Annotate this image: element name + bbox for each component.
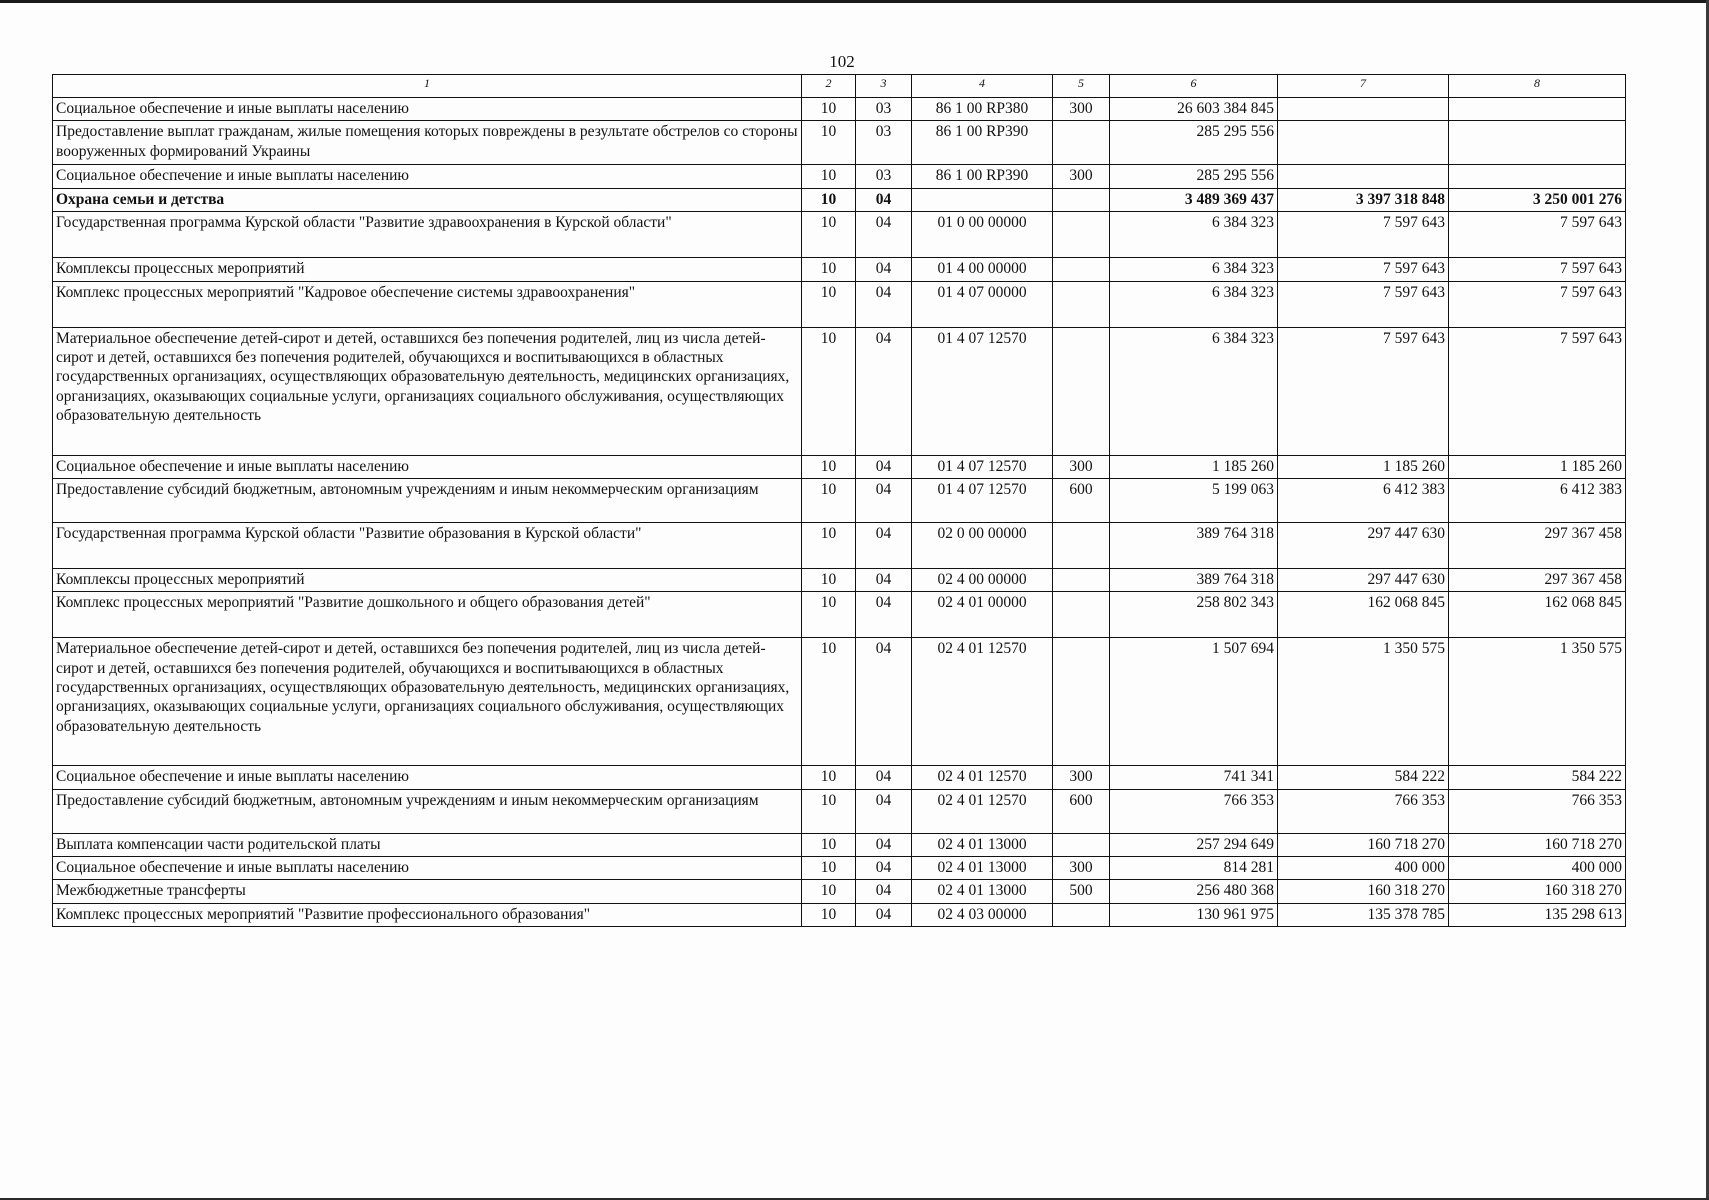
row-name-cell: Выплата компенсации части родительской платы [53,833,802,856]
expense-type-cell [1053,638,1110,766]
subsection-code-cell: 04 [856,455,912,478]
target-article-cell: 02 4 01 12570 [912,638,1053,766]
table-row [53,98,1626,121]
column-header: 3 [856,75,912,98]
target-article-cell: 02 4 01 13000 [912,857,1053,880]
section-code-cell: 10 [802,880,856,903]
expense-type-cell [1053,258,1110,281]
expense-type-cell [1053,903,1110,926]
amount-year1-cell: 285 295 556 [1110,121,1278,165]
amount-year1-cell: 389 764 318 [1110,522,1278,568]
expense-type-cell: 300 [1053,165,1110,188]
subsection-code-cell: 04 [856,522,912,568]
target-article-cell: 02 4 00 00000 [912,568,1053,591]
subsection-code-cell: 03 [856,121,912,165]
amount-year3-cell: 297 367 458 [1449,522,1626,568]
subsection-code-cell: 03 [856,165,912,188]
section-code-cell: 10 [802,592,856,638]
table-row [53,188,1626,211]
amount-year2-cell: 7 597 643 [1278,212,1449,258]
target-article-cell: 86 1 00 RP390 [912,121,1053,165]
column-header: 8 [1449,75,1626,98]
section-code-cell: 10 [802,766,856,789]
amount-year2-cell: 400 000 [1278,857,1449,880]
table-row [53,455,1626,478]
section-code-cell: 10 [802,455,856,478]
amount-year2-cell: 160 318 270 [1278,880,1449,903]
table-row [53,212,1626,258]
row-name-cell: Социальное обеспечение и иные выплаты населению [53,98,802,121]
amount-year2-cell: 7 597 643 [1278,327,1449,455]
amount-year1-cell: 389 764 318 [1110,568,1278,591]
row-name-cell: Комплекс процессных мероприятий "Развитие дошкольного и общего образования детей" [53,592,802,638]
row-name-cell: Предоставление субсидий бюджетным, автономным учреждениям и иным некоммерческим организациям [53,478,802,522]
target-article-cell: 01 4 07 12570 [912,455,1053,478]
table-body [53,98,1626,927]
expense-type-cell: 300 [1053,857,1110,880]
amount-year3-cell: 297 367 458 [1449,568,1626,591]
amount-year1-cell: 256 480 368 [1110,880,1278,903]
table-row [53,165,1626,188]
amount-year2-cell: 7 597 643 [1278,281,1449,327]
amount-year1-cell: 6 384 323 [1110,327,1278,455]
target-article-cell: 02 0 00 00000 [912,522,1053,568]
expense-type-cell [1053,327,1110,455]
row-name-cell: Социальное обеспечение и иные выплаты населению [53,165,802,188]
expense-type-cell: 600 [1053,478,1110,522]
amount-year2-cell: 297 447 630 [1278,568,1449,591]
amount-year2-cell: 1 350 575 [1278,638,1449,766]
table-row [53,592,1626,638]
subsection-code-cell: 04 [856,857,912,880]
table-row [53,522,1626,568]
row-name-cell: Социальное обеспечение и иные выплаты населению [53,455,802,478]
amount-year3-cell: 1 185 260 [1449,455,1626,478]
amount-year3-cell: 766 353 [1449,789,1626,833]
amount-year2-cell: 7 597 643 [1278,258,1449,281]
target-article-cell: 01 4 07 12570 [912,478,1053,522]
subsection-code-cell: 04 [856,833,912,856]
table-row [53,281,1626,327]
amount-year3-cell: 135 298 613 [1449,903,1626,926]
column-header: 1 [53,75,802,98]
subsection-code-cell: 04 [856,880,912,903]
section-code-cell: 10 [802,833,856,856]
amount-year2-cell: 6 412 383 [1278,478,1449,522]
section-code-cell: 10 [802,789,856,833]
table-row [53,327,1626,455]
column-header: 2 [802,75,856,98]
amount-year2-cell: 135 378 785 [1278,903,1449,926]
amount-year3-cell: 162 068 845 [1449,592,1626,638]
target-article-cell: 01 0 00 00000 [912,212,1053,258]
column-number-row [53,75,1626,98]
amount-year3-cell [1449,98,1626,121]
expense-type-cell [1053,188,1110,211]
expense-type-cell [1053,121,1110,165]
amount-year1-cell: 285 295 556 [1110,165,1278,188]
column-header: 6 [1110,75,1278,98]
amount-year3-cell: 1 350 575 [1449,638,1626,766]
table-row [53,766,1626,789]
subsection-code-cell: 04 [856,188,912,211]
target-article-cell: 02 4 01 00000 [912,592,1053,638]
target-article-cell: 02 4 01 13000 [912,880,1053,903]
column-header: 5 [1053,75,1110,98]
amount-year1-cell: 814 281 [1110,857,1278,880]
section-code-cell: 10 [802,327,856,455]
section-code-cell: 10 [802,478,856,522]
subsection-code-cell: 04 [856,789,912,833]
expense-type-cell: 300 [1053,98,1110,121]
amount-year3-cell: 160 318 270 [1449,880,1626,903]
target-article-cell: 02 4 01 12570 [912,766,1053,789]
amount-year2-cell [1278,121,1449,165]
column-header: 7 [1278,75,1449,98]
amount-year3-cell [1449,121,1626,165]
row-name-cell: Межбюджетные трансферты [53,880,802,903]
amount-year3-cell: 7 597 643 [1449,327,1626,455]
amount-year2-cell: 1 185 260 [1278,455,1449,478]
row-name-cell: Социальное обеспечение и иные выплаты населению [53,857,802,880]
target-article-cell: 02 4 01 12570 [912,789,1053,833]
amount-year2-cell [1278,98,1449,121]
table-row [53,121,1626,165]
expense-type-cell [1053,212,1110,258]
expense-type-cell [1053,281,1110,327]
expense-type-cell: 600 [1053,789,1110,833]
amount-year1-cell: 1 507 694 [1110,638,1278,766]
section-code-cell: 10 [802,212,856,258]
subsection-code-cell: 04 [856,258,912,281]
amount-year3-cell: 160 718 270 [1449,833,1626,856]
amount-year1-cell: 741 341 [1110,766,1278,789]
amount-year2-cell [1278,165,1449,188]
amount-year2-cell: 3 397 318 848 [1278,188,1449,211]
section-code-cell: 10 [802,188,856,211]
budget-table [52,74,1626,927]
section-code-cell: 10 [802,165,856,188]
amount-year3-cell: 7 597 643 [1449,258,1626,281]
section-code-cell: 10 [802,258,856,281]
row-name-cell: Охрана семьи и детства [53,188,802,211]
column-header: 4 [912,75,1053,98]
table-row [53,857,1626,880]
amount-year1-cell: 5 199 063 [1110,478,1278,522]
section-code-cell: 10 [802,522,856,568]
table-row [53,903,1626,926]
row-name-cell: Комплексы процессных мероприятий [53,258,802,281]
target-article-cell: 01 4 00 00000 [912,258,1053,281]
amount-year3-cell: 400 000 [1449,857,1626,880]
row-name-cell: Социальное обеспечение и иные выплаты населению [53,766,802,789]
expense-type-cell: 300 [1053,766,1110,789]
amount-year1-cell: 6 384 323 [1110,258,1278,281]
expense-type-cell [1053,592,1110,638]
amount-year2-cell: 766 353 [1278,789,1449,833]
subsection-code-cell: 04 [856,212,912,258]
row-name-cell: Предоставление субсидий бюджетным, автономным учреждениям и иным некоммерческим организациям [53,789,802,833]
expense-type-cell: 500 [1053,880,1110,903]
subsection-code-cell: 04 [856,478,912,522]
amount-year1-cell: 26 603 384 845 [1110,98,1278,121]
amount-year1-cell: 6 384 323 [1110,281,1278,327]
section-code-cell: 10 [802,638,856,766]
section-code-cell: 10 [802,857,856,880]
table-row [53,258,1626,281]
amount-year1-cell: 258 802 343 [1110,592,1278,638]
amount-year1-cell: 1 185 260 [1110,455,1278,478]
table-row [53,833,1626,856]
amount-year3-cell [1449,165,1626,188]
row-name-cell: Комплексы процессных мероприятий [53,568,802,591]
amount-year3-cell: 7 597 643 [1449,281,1626,327]
table-row [53,638,1626,766]
row-name-cell: Материальное обеспечение детей-сирот и детей, оставшихся без попечения родителей, лиц из числа детей-сирот и детей, оставшихся без попечения родителей, обучающихся и воспитывающихся в областных государственных организациях, осуществляющих образовательную деятельность, медицинских организациях, организациях, оказывающих социальные услуги, организациях социального обслуживания, осуществляющих образовательную деятельность [53,638,802,766]
row-name-cell: Материальное обеспечение детей-сирот и детей, оставшихся без попечения родителей, лиц из числа детей-сирот и детей, оставшихся без попечения родителей, обучающихся и воспитывающихся в областных государственных организациях, осуществляющих образовательную деятельность, медицинских организациях, организациях, оказывающих социальные услуги, организациях социального обслуживания, осуществляющих образовательную деятельность [53,327,802,455]
section-code-cell: 10 [802,98,856,121]
row-name-cell: Комплекс процессных мероприятий "Кадровое обеспечение системы здравоохранения" [53,281,802,327]
subsection-code-cell: 04 [856,903,912,926]
subsection-code-cell: 04 [856,281,912,327]
amount-year2-cell: 297 447 630 [1278,522,1449,568]
table-row [53,789,1626,833]
target-article-cell: 86 1 00 RP390 [912,165,1053,188]
amount-year2-cell: 162 068 845 [1278,592,1449,638]
page-number: 102 [829,52,855,71]
subsection-code-cell: 04 [856,592,912,638]
expense-type-cell: 300 [1053,455,1110,478]
amount-year2-cell: 160 718 270 [1278,833,1449,856]
scan-edge-top [0,0,1709,3]
expense-type-cell [1053,833,1110,856]
target-article-cell: 01 4 07 12570 [912,327,1053,455]
subsection-code-cell: 04 [856,766,912,789]
amount-year3-cell: 3 250 001 276 [1449,188,1626,211]
amount-year1-cell: 766 353 [1110,789,1278,833]
subsection-code-cell: 04 [856,568,912,591]
table-row [53,478,1626,522]
table-row [53,568,1626,591]
amount-year1-cell: 130 961 975 [1110,903,1278,926]
section-code-cell: 10 [802,568,856,591]
table-row [53,880,1626,903]
amount-year2-cell: 584 222 [1278,766,1449,789]
expense-type-cell [1053,522,1110,568]
subsection-code-cell: 03 [856,98,912,121]
amount-year3-cell: 6 412 383 [1449,478,1626,522]
amount-year1-cell: 257 294 649 [1110,833,1278,856]
section-code-cell: 10 [802,903,856,926]
target-article-cell [912,188,1053,211]
section-code-cell: 10 [802,121,856,165]
target-article-cell: 86 1 00 RP380 [912,98,1053,121]
target-article-cell: 01 4 07 00000 [912,281,1053,327]
row-name-cell: Государственная программа Курской области "Развитие здравоохранения в Курской области" [53,212,802,258]
section-code-cell: 10 [802,281,856,327]
subsection-code-cell: 04 [856,638,912,766]
amount-year3-cell: 584 222 [1449,766,1626,789]
subsection-code-cell: 04 [856,327,912,455]
row-name-cell: Предоставление выплат гражданам, жилые помещения которых повреждены в результате обстрелов со стороны вооруженных формирований Украины [53,121,802,165]
expense-type-cell [1053,568,1110,591]
target-article-cell: 02 4 01 13000 [912,833,1053,856]
amount-year1-cell: 3 489 369 437 [1110,188,1278,211]
target-article-cell: 02 4 03 00000 [912,903,1053,926]
row-name-cell: Государственная программа Курской области "Развитие образования в Курской области" [53,522,802,568]
amount-year1-cell: 6 384 323 [1110,212,1278,258]
amount-year3-cell: 7 597 643 [1449,212,1626,258]
row-name-cell: Комплекс процессных мероприятий "Развитие профессионального образования" [53,903,802,926]
